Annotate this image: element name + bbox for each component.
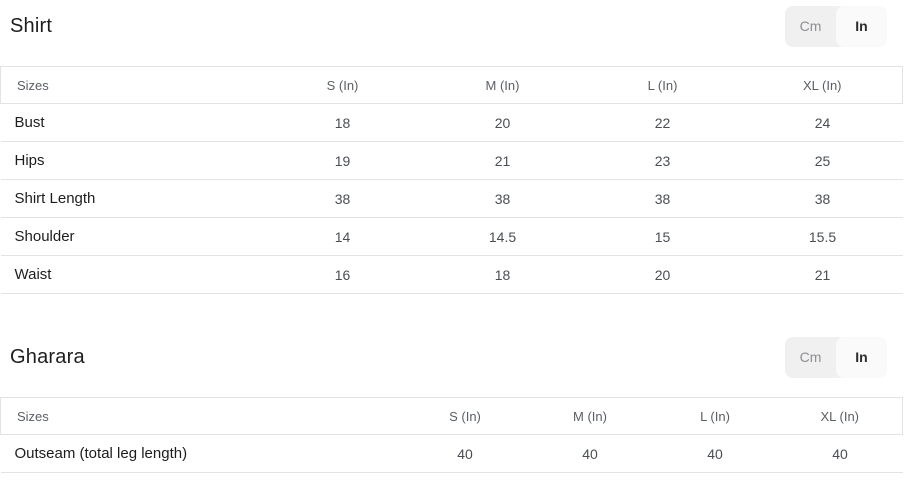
row-label: Bust <box>1 104 263 142</box>
cell-value: 18 <box>423 256 583 294</box>
unit-toggle-in-button[interactable]: In <box>836 6 887 47</box>
column-header-s: S (In) <box>263 67 423 104</box>
cell-value: 40 <box>403 435 528 473</box>
cell-value: 14.5 <box>423 218 583 256</box>
column-header-xl: XL (In) <box>743 67 903 104</box>
cell-value: 38 <box>263 180 423 218</box>
section-gharara <box>0 336 903 473</box>
column-header-l: L (In) <box>583 67 743 104</box>
shirt-section-header <box>0 5 903 47</box>
cell-value: 25 <box>743 142 903 180</box>
cell-value: 40 <box>653 435 778 473</box>
column-header-sizes: Sizes <box>1 67 263 104</box>
cell-value: 23 <box>583 142 743 180</box>
cell-value: 40 <box>778 435 903 473</box>
section-title-shirt: Shirt <box>10 14 53 37</box>
cell-value: 15.5 <box>743 218 903 256</box>
column-header-s: S (In) <box>403 398 528 435</box>
unit-toggle-shirt <box>785 6 887 47</box>
unit-toggle-in-button[interactable]: In <box>836 337 887 378</box>
row-label: Hips <box>1 142 263 180</box>
cell-value: 38 <box>423 180 583 218</box>
table-row-hips <box>1 142 903 180</box>
gharara-size-table <box>0 397 903 473</box>
shirt-table-header-row <box>1 67 903 104</box>
cell-value: 19 <box>263 142 423 180</box>
row-label: Shirt Length <box>1 180 263 218</box>
cell-value: 38 <box>743 180 903 218</box>
cell-value: 18 <box>263 104 423 142</box>
row-label: Outseam (total leg length) <box>1 435 403 473</box>
table-row-waist <box>1 256 903 294</box>
unit-toggle-gharara <box>785 337 887 378</box>
shirt-size-table <box>0 66 903 294</box>
column-header-xl: XL (In) <box>778 398 903 435</box>
cell-value: 40 <box>528 435 653 473</box>
table-row-bust <box>1 104 903 142</box>
unit-toggle-cm-button[interactable]: Cm <box>785 337 836 378</box>
cell-value: 20 <box>423 104 583 142</box>
cell-value: 14 <box>263 218 423 256</box>
table-row-shoulder <box>1 218 903 256</box>
gharara-table-header-row <box>1 398 903 435</box>
column-header-m: M (In) <box>528 398 653 435</box>
cell-value: 24 <box>743 104 903 142</box>
cell-value: 21 <box>743 256 903 294</box>
cell-value: 20 <box>583 256 743 294</box>
cell-value: 16 <box>263 256 423 294</box>
table-row-outseam <box>1 435 903 473</box>
column-header-l: L (In) <box>653 398 778 435</box>
row-label: Waist <box>1 256 263 294</box>
unit-toggle-cm-button[interactable]: Cm <box>785 6 836 47</box>
row-label: Shoulder <box>1 218 263 256</box>
cell-value: 15 <box>583 218 743 256</box>
section-title-gharara: Gharara <box>10 345 85 368</box>
gharara-section-header <box>0 336 903 378</box>
column-header-m: M (In) <box>423 67 583 104</box>
section-shirt <box>0 5 903 294</box>
column-header-sizes: Sizes <box>1 398 403 435</box>
cell-value: 38 <box>583 180 743 218</box>
cell-value: 21 <box>423 142 583 180</box>
cell-value: 22 <box>583 104 743 142</box>
table-row-shirt-length <box>1 180 903 218</box>
